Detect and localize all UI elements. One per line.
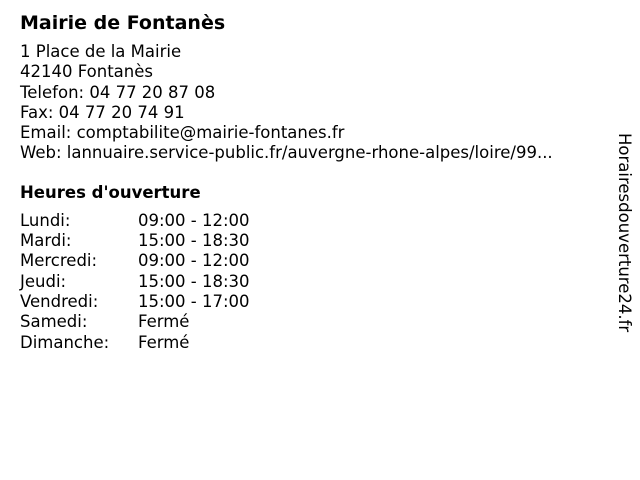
hours-day: Mardi:: [20, 231, 72, 251]
hours-time: 09:00 - 12:00: [138, 251, 250, 271]
hours-time: 15:00 - 18:30: [138, 271, 250, 291]
hours-day: Samedi:: [20, 312, 88, 332]
hours-day: Jeudi:: [20, 271, 67, 291]
hours-row-thursday: [20, 272, 610, 292]
hours-day: Lundi:: [20, 210, 71, 230]
website-url: Web: lannuaire.service-public.fr/auvergne-rhone-alpes/loire/99...: [20, 143, 553, 163]
opening-hours-title: Heures d'ouverture: [20, 182, 201, 202]
fax-number: Fax: 04 77 20 74 91: [20, 102, 185, 122]
place-card: [20, 10, 610, 353]
address-line-1: 1 Place de la Mairie: [20, 42, 182, 61]
hours-day: Dimanche:: [20, 332, 110, 352]
hours-row-friday: [20, 292, 610, 312]
hours-row-tuesday: [20, 231, 610, 251]
hours-time: 09:00 - 12:00: [138, 210, 250, 230]
hours-time: 15:00 - 18:30: [138, 231, 250, 251]
hours-row-monday: [20, 211, 610, 231]
hours-row-sunday: [20, 333, 610, 353]
phone-number: Telefon: 04 77 20 87 08: [20, 82, 216, 102]
hours-day: Mercredi:: [20, 251, 98, 271]
opening-hours-table: [20, 211, 610, 353]
address-line-2: 42140 Fontanès: [20, 62, 153, 82]
hours-row-wednesday: [20, 251, 610, 271]
hours-time: Fermé: [138, 332, 190, 352]
email-address: Email: comptabilite@mairie-fontanes.fr: [20, 123, 345, 143]
place-name: Mairie de Fontanès: [20, 12, 226, 34]
hours-row-saturday: [20, 312, 610, 332]
hours-time: 15:00 - 17:00: [138, 291, 250, 311]
hours-time: Fermé: [138, 312, 190, 332]
site-watermark: Horairesdouverture24.fr: [615, 133, 634, 333]
hours-day: Vendredi:: [20, 291, 99, 311]
